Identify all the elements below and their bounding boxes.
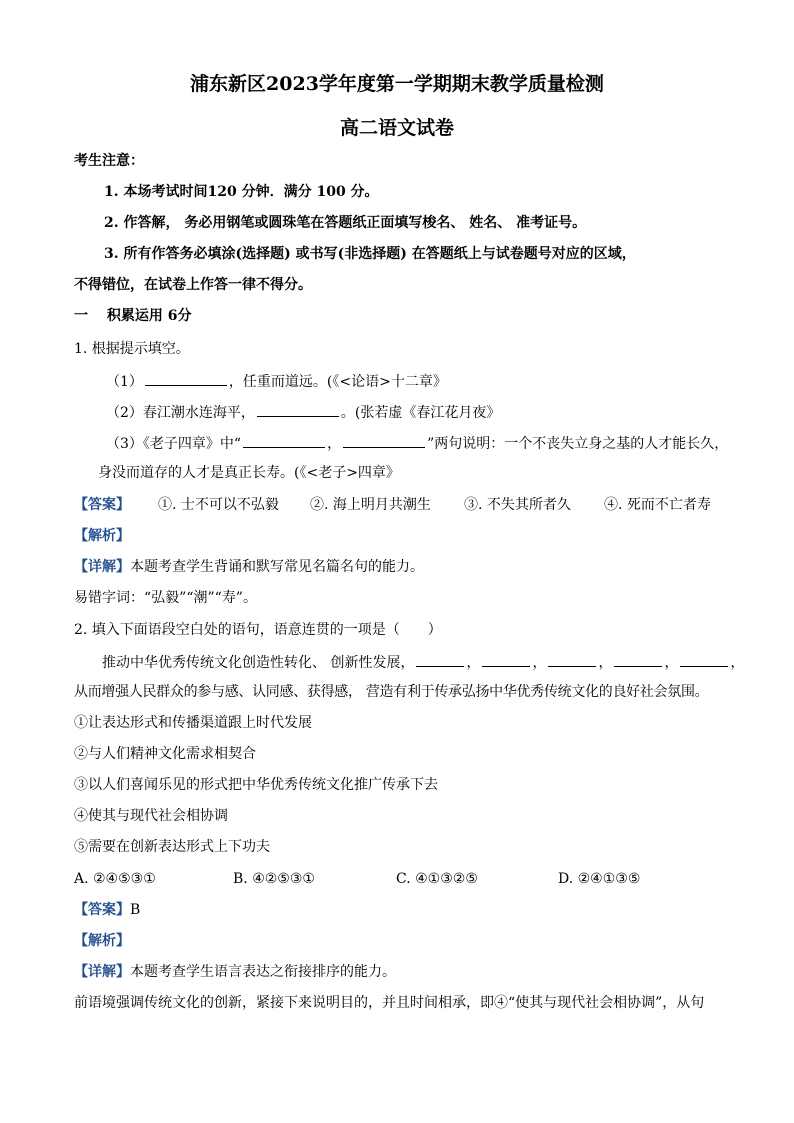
notice-item-2: 2. 作答解， 务必用钢笔或圆珠笔在答题纸正面填写梭名、 姓名、 准考证号。	[104, 215, 587, 231]
q1-detail	[74, 558, 424, 576]
q1-stem: 1. 根据提示填空。	[74, 341, 190, 357]
q1-answer-4: ④. 死而不亡者寿	[604, 497, 711, 513]
q1-item-2-prefix: （2）春江潮水连海平，	[106, 405, 255, 421]
q1-item-1	[106, 371, 447, 391]
q1-item-2-suffix: 。(张若虚《春江花月夜》	[340, 405, 501, 421]
q2-sentence-3: ③以人们喜闻乐见的形式把中华优秀传统文化推广传承下去	[74, 777, 438, 793]
q1-detail-text: 本题考查学生背诵和默写常见名篇名句的能力。	[130, 559, 424, 575]
answer-blank	[343, 433, 425, 448]
q2-option-c: C. ④①③②⑤	[396, 871, 478, 887]
passage-blank	[416, 652, 464, 667]
passage-blank	[614, 652, 662, 667]
q2-option-d: D. ②④①③⑤	[558, 871, 641, 887]
notice-item-3: 3. 所有作答务必填涂(选择题) 或书写(非选择题) 在答题纸上与试卷题号对应的区域，	[104, 246, 636, 262]
q2-answer-tag: 【答案】	[74, 902, 130, 918]
passage-blank	[548, 652, 596, 667]
q2-answer-value: B	[130, 902, 141, 918]
q1-item-2	[106, 402, 500, 422]
q2-sentence-2: ②与人们精神文化需求相契合	[74, 746, 256, 762]
passage-blank	[680, 652, 728, 667]
q2-detail-text: 本题考查学生语言表达之衔接排序的能力。	[130, 964, 396, 980]
q1-answer-3: ③. 不失其所者久	[464, 497, 571, 513]
q1-answer-tag: 【答案】	[74, 497, 130, 513]
q2-detail	[74, 963, 396, 981]
q2-passage-line-2: 从而增强人民群众的参与感、认同感、获得感， 营造有利于传承弘扬中华优秀传统文化的良好社会氛围。	[74, 684, 709, 700]
q1-error-words: 易错字词：“弘毅”“潮”“寿”。	[74, 590, 257, 606]
q2-detail-tag: 【详解】	[74, 964, 130, 980]
q1-item-1-suffix: ，任重而道远。(《<论语>十二章》	[228, 374, 447, 390]
q1-item-3-line2: 身没而道存的人才是真正长寿。(《<老子>四章》	[98, 465, 400, 481]
q2-passage-text: 推动中华优秀传统文化创造性转化、 创新性发展，	[102, 655, 415, 671]
q2-option-a: A. ②④⑤③①	[74, 871, 156, 887]
passage-blank	[482, 652, 530, 667]
notice-item-3-cont: 不得错位，在试卷上作答一律不得分。	[74, 277, 312, 293]
q1-detail-tag: 【详解】	[74, 559, 130, 575]
q2-explain: 前语境强调传统文化的创新，紧接下来说明目的，并且时间相承，即④“使其与现代社会相协调”，从句	[74, 995, 705, 1011]
q2-analysis-tag: 【解析】	[74, 933, 130, 949]
q2-answer	[74, 901, 140, 919]
q2-option-b: B. ④②⑤③①	[233, 871, 315, 887]
notice-heading: 考生注意：	[74, 153, 144, 169]
q2-sentence-4: ④使其与现代社会相协调	[74, 808, 228, 824]
notice-item-1: 1. 本场考试时间120 分钟．满分 100 分。	[104, 184, 379, 200]
exam-title: 浦东新区2023学年度第一学期期末教学质量检测	[190, 73, 604, 95]
answer-blank	[243, 433, 325, 448]
exam-subtitle: 高二语文试卷	[339, 117, 454, 139]
q1-item-3-prefix: （3）《老子四章》中“	[106, 436, 242, 452]
q1-item-3	[106, 433, 728, 453]
q2-sentence-1: ①让表达形式和传播渠道跟上时代发展	[74, 715, 312, 731]
q1-item-1-prefix: （1）	[106, 374, 143, 390]
answer-blank	[257, 402, 339, 417]
q2-stem: 2. 填入下面语段空白处的语句，语意连贯的一项是（ ）	[74, 622, 442, 638]
q1-item-3-mid: ，	[327, 436, 342, 452]
q1-item-3-suffix: ”两句说明：一个不丧失立身之基的人才能长久，	[427, 436, 729, 452]
section-heading: 一 积累运用 6分	[74, 308, 192, 324]
q1-answer-2: ②. 海上明月共潮生	[310, 497, 431, 513]
q2-passage-line-1: 推动中华优秀传统文化创造性转化、 创新性发展， ， ， ， ， ，	[102, 652, 744, 672]
q1-answer-1: ①. 士不可以不弘毅	[158, 497, 279, 513]
q2-sentence-5: ⑤需要在创新表达形式上下功夫	[74, 839, 270, 855]
q1-analysis-tag: 【解析】	[74, 528, 130, 544]
answer-blank	[145, 371, 227, 386]
